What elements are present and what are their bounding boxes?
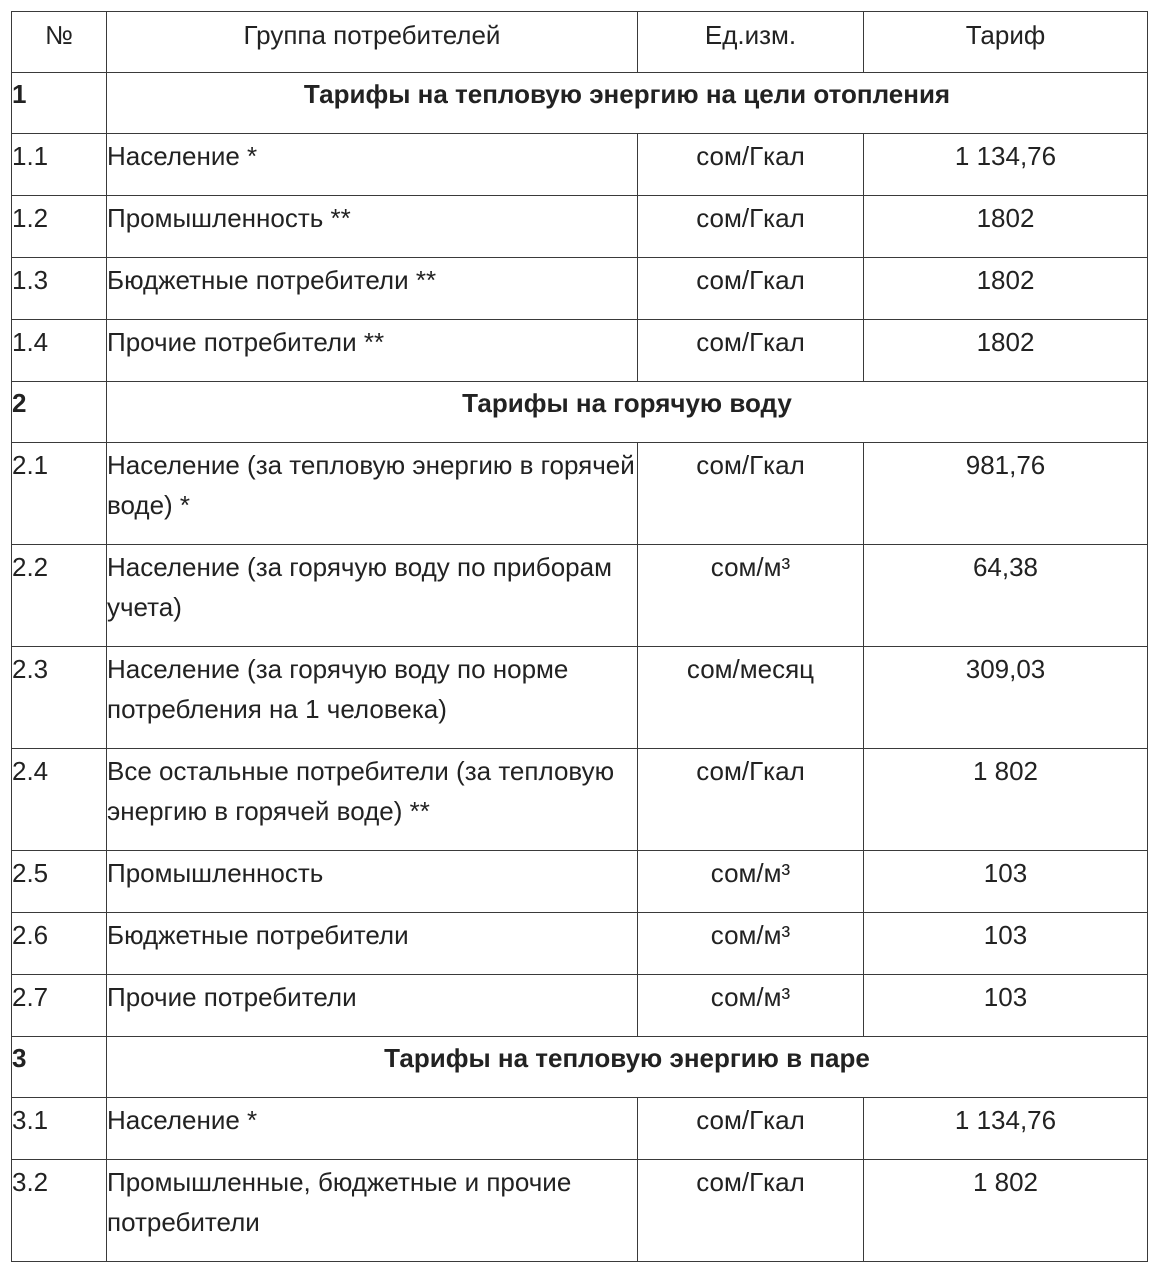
row-num: 1.3 — [12, 258, 107, 320]
header-group: Группа потребителей — [107, 12, 638, 73]
row-group: Прочие потребители — [107, 975, 638, 1037]
row-unit: сом/Гкал — [638, 196, 864, 258]
row-rate: 103 — [864, 913, 1148, 975]
row-rate: 103 — [864, 975, 1148, 1037]
table-row — [12, 1160, 1148, 1262]
row-num: 1.1 — [12, 134, 107, 196]
row-rate: 64,38 — [864, 545, 1148, 647]
table-row — [12, 320, 1148, 382]
table-row — [12, 851, 1148, 913]
row-num: 2.2 — [12, 545, 107, 647]
section-title: Тарифы на тепловую энергию в паре — [107, 1037, 1148, 1098]
table-row — [12, 1098, 1148, 1160]
table-row — [12, 134, 1148, 196]
section-row-steam — [12, 1037, 1148, 1098]
row-rate: 981,76 — [864, 443, 1148, 545]
section-title: Тарифы на горячую воду — [107, 382, 1148, 443]
row-unit: сом/Гкал — [638, 1160, 864, 1262]
row-unit: сом/Гкал — [638, 1098, 864, 1160]
row-group: Прочие потребители ** — [107, 320, 638, 382]
table-row — [12, 258, 1148, 320]
row-rate: 1802 — [864, 196, 1148, 258]
row-rate: 1 802 — [864, 749, 1148, 851]
section-num: 3 — [12, 1037, 107, 1098]
row-rate: 1 802 — [864, 1160, 1148, 1262]
row-num: 1.4 — [12, 320, 107, 382]
table-row — [12, 443, 1148, 545]
row-num: 3.1 — [12, 1098, 107, 1160]
row-num: 1.2 — [12, 196, 107, 258]
row-group: Население * — [107, 1098, 638, 1160]
row-unit: сом/м³ — [638, 851, 864, 913]
row-num: 2.4 — [12, 749, 107, 851]
row-num: 2.1 — [12, 443, 107, 545]
table-header-row — [12, 12, 1148, 73]
row-group: Бюджетные потребители ** — [107, 258, 638, 320]
row-num: 2.5 — [12, 851, 107, 913]
tariff-table-container — [11, 11, 1148, 1262]
section-row-heating — [12, 73, 1148, 134]
row-rate: 1802 — [864, 258, 1148, 320]
row-group: Промышленность ** — [107, 196, 638, 258]
row-unit: сом/м³ — [638, 545, 864, 647]
row-num: 2.3 — [12, 647, 107, 749]
section-title: Тарифы на тепловую энергию на цели отопления — [107, 73, 1148, 134]
row-group: Бюджетные потребители — [107, 913, 638, 975]
row-num: 3.2 — [12, 1160, 107, 1262]
table-row — [12, 647, 1148, 749]
row-rate: 1 134,76 — [864, 1098, 1148, 1160]
row-num: 2.6 — [12, 913, 107, 975]
section-row-hot-water — [12, 382, 1148, 443]
section-num: 1 — [12, 73, 107, 134]
row-unit: сом/м³ — [638, 975, 864, 1037]
table-row — [12, 545, 1148, 647]
row-rate: 1 134,76 — [864, 134, 1148, 196]
header-rate: Тариф — [864, 12, 1148, 73]
row-group: Промышленность — [107, 851, 638, 913]
row-num: 2.7 — [12, 975, 107, 1037]
row-rate: 309,03 — [864, 647, 1148, 749]
table-row — [12, 975, 1148, 1037]
row-group: Население (за горячую воду по норме потребления на 1 человека) — [107, 647, 638, 749]
row-group: Население (за тепловую энергию в горячей воде) * — [107, 443, 638, 545]
row-rate: 103 — [864, 851, 1148, 913]
row-unit: сом/м³ — [638, 913, 864, 975]
row-group: Все остальные потребители (за тепловую энергию в горячей воде) ** — [107, 749, 638, 851]
header-unit: Ед.изм. — [638, 12, 864, 73]
row-unit: сом/Гкал — [638, 749, 864, 851]
row-group: Население * — [107, 134, 638, 196]
row-rate: 1802 — [864, 320, 1148, 382]
row-group: Промышленные, бюджетные и прочие потребители — [107, 1160, 638, 1262]
header-num: № — [12, 12, 107, 73]
row-group: Население (за горячую воду по приборам учета) — [107, 545, 638, 647]
row-unit: сом/Гкал — [638, 258, 864, 320]
section-num: 2 — [12, 382, 107, 443]
row-unit: сом/Гкал — [638, 443, 864, 545]
row-unit: сом/Гкал — [638, 320, 864, 382]
table-row — [12, 749, 1148, 851]
row-unit: сом/месяц — [638, 647, 864, 749]
row-unit: сом/Гкал — [638, 134, 864, 196]
table-row — [12, 196, 1148, 258]
tariff-table — [11, 11, 1148, 1262]
table-row — [12, 913, 1148, 975]
